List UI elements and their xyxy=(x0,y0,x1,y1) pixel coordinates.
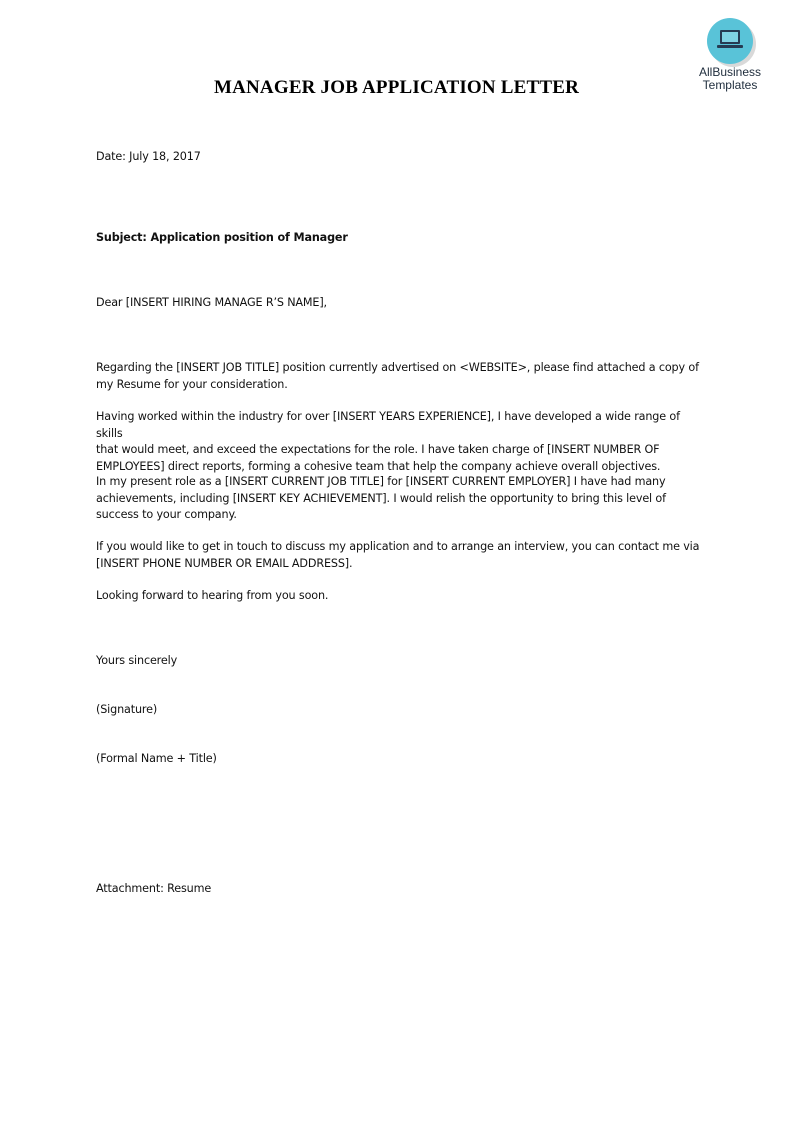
logo-line-2: Templates xyxy=(702,78,758,92)
paragraph-2-line-1: Having worked within the industry for over [INSERT YEARS EXPERIENCE], I have developed a wide range of skills xyxy=(96,410,680,440)
logo-circle xyxy=(707,18,753,64)
logo-line-1: AllBusiness xyxy=(698,65,762,79)
letter-subject: Subject: Application position of Manager xyxy=(96,231,348,244)
paragraph-3-line-1: In my present role as a [INSERT CURRENT JOB TITLE] for [INSERT CURRENT EMPLOYER] I have had many xyxy=(96,475,666,488)
paragraph-2 xyxy=(96,409,706,475)
letter-closing: Yours sincerely xyxy=(96,654,178,667)
letter-attachment: Attachment: Resume xyxy=(96,882,212,895)
paragraph-1 xyxy=(96,360,706,393)
paragraph-3 xyxy=(96,474,706,524)
letter-signature: (Signature) xyxy=(96,703,158,716)
letter-title: MANAGER JOB APPLICATION LETTER xyxy=(213,77,580,98)
paragraph-4 xyxy=(96,539,706,572)
paragraph-1-line-2: my Resume for your consideration. xyxy=(96,377,288,391)
paragraph-2-line-2: that would meet, and exceed the expectations for the role. I have taken charge of [INSERT NUMBER OF xyxy=(96,443,660,456)
letter-salutation: Dear [INSERT HIRING MANAGE R’S NAME], xyxy=(96,296,327,309)
paragraph-4-line-2: [INSERT PHONE NUMBER OR EMAIL ADDRESS]. xyxy=(96,556,353,570)
paragraph-5: Looking forward to hearing from you soon. xyxy=(96,589,329,602)
letter-name-title: (Formal Name + Title) xyxy=(96,752,217,765)
paragraph-4-line-1: If you would like to get in touch to discuss my application and to arrange an interview, you can contact me via xyxy=(96,540,700,553)
paragraph-3-line-2: achievements, including [INSERT KEY ACHIEVEMENT]. I would relish the opportunity to bring this level of xyxy=(96,491,666,505)
paragraph-1-line-1: Regarding the [INSERT JOB TITLE] position currently advertised on <WEBSITE>, please find attached a copy of xyxy=(96,361,699,374)
paragraph-2-line-3: EMPLOYEES] direct reports, forming a cohesive team that help the company achieve overall objectives. xyxy=(96,459,661,473)
paragraph-3-line-3: success to your company. xyxy=(96,508,237,521)
letter-date: Date: July 18, 2017 xyxy=(96,150,201,163)
laptop-icon xyxy=(716,29,744,51)
